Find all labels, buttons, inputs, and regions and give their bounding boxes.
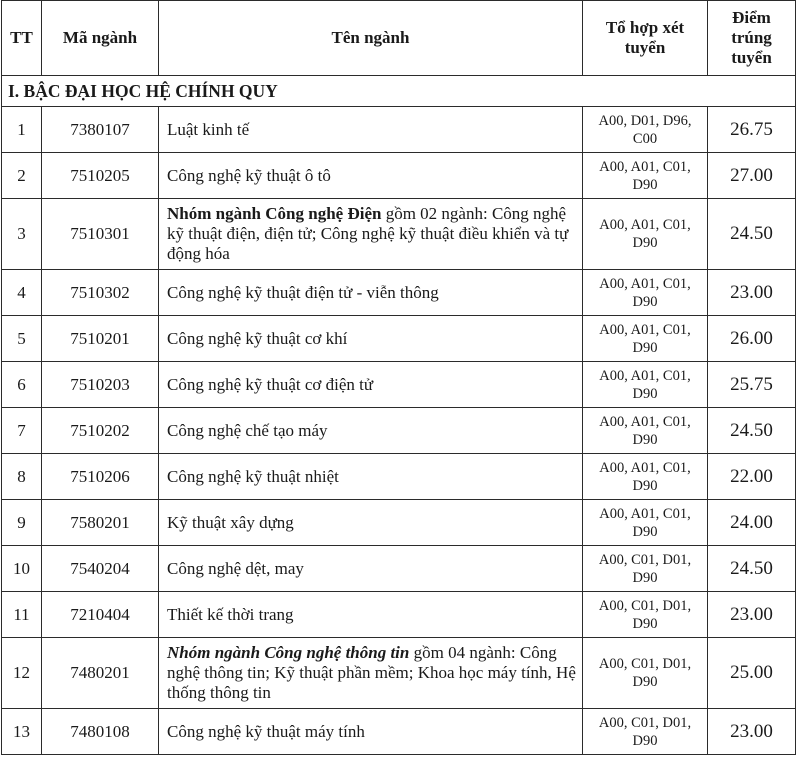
row-tt: 11 [2,592,42,638]
row-name: Công nghệ kỹ thuật ô tô [159,153,583,199]
row-combo: A00, A01, C01, D90 [583,408,708,454]
table-row [2,638,796,709]
row-code: 7210404 [42,592,159,638]
row-combo: A00, A01, C01, D90 [583,199,708,270]
row-combo: A00, A01, C01, D90 [583,500,708,546]
row-tt: 2 [2,153,42,199]
table-row [2,107,796,153]
row-combo: A00, A01, C01, D90 [583,316,708,362]
table-row [2,153,796,199]
row-name [159,199,583,270]
row-score: 23.00 [708,592,796,638]
row-code: 7510302 [42,270,159,316]
row-name: Thiết kế thời trang [159,592,583,638]
row-tt: 13 [2,709,42,755]
row-score: 25.00 [708,638,796,709]
row-score: 26.75 [708,107,796,153]
row-score: 23.00 [708,709,796,755]
row-tt: 3 [2,199,42,270]
row-name [159,638,583,709]
header-row [2,1,796,76]
table-row [2,709,796,755]
row-code: 7510201 [42,316,159,362]
row-combo: A00, D01, D96, C00 [583,107,708,153]
row-name-group-title: Nhóm ngành Công nghệ Điện [167,204,382,223]
table-row [2,316,796,362]
row-tt: 9 [2,500,42,546]
row-score: 26.00 [708,316,796,362]
row-code: 7380107 [42,107,159,153]
row-name: Công nghệ dệt, may [159,546,583,592]
header-tt: TT [2,1,42,76]
header-code: Mã ngành [42,1,159,76]
row-code: 7480108 [42,709,159,755]
row-name: Công nghệ chế tạo máy [159,408,583,454]
row-score: 25.75 [708,362,796,408]
row-tt: 12 [2,638,42,709]
table-row [2,362,796,408]
row-code: 7510202 [42,408,159,454]
row-score: 24.50 [708,408,796,454]
row-score: 23.00 [708,270,796,316]
row-combo: A00, C01, D01, D90 [583,592,708,638]
table-row [2,592,796,638]
row-name: Công nghệ kỹ thuật nhiệt [159,454,583,500]
row-combo: A00, A01, C01, D90 [583,362,708,408]
row-name: Luật kinh tế [159,107,583,153]
row-score: 22.00 [708,454,796,500]
header-combo: Tổ hợp xét tuyển [583,1,708,76]
row-combo: A00, C01, D01, D90 [583,638,708,709]
row-code: 7480201 [42,638,159,709]
row-name: Công nghệ kỹ thuật máy tính [159,709,583,755]
row-tt: 4 [2,270,42,316]
header-name: Tên ngành [159,1,583,76]
row-score: 24.50 [708,546,796,592]
row-combo: A00, C01, D01, D90 [583,546,708,592]
row-combo: A00, A01, C01, D90 [583,454,708,500]
admission-score-table [1,0,796,755]
row-name: Kỹ thuật xây dựng [159,500,583,546]
row-code: 7510301 [42,199,159,270]
row-code: 7540204 [42,546,159,592]
section-row [2,76,796,107]
row-combo: A00, A01, C01, D90 [583,153,708,199]
row-name-description: gồm 04 ngành: Công nghệ thông tin; Kỹ thuật phần mềm; Khoa học máy tính, Hệ thống thông tin [167,643,576,702]
row-tt: 8 [2,454,42,500]
row-tt: 6 [2,362,42,408]
table-row [2,454,796,500]
row-name-description: gồm 02 ngành: Công nghệ kỹ thuật điện, điện tử; Công nghệ kỹ thuật điều khiển và tự động hóa [167,204,569,263]
row-name: Công nghệ kỹ thuật cơ điện tử [159,362,583,408]
table-row [2,199,796,270]
table-row [2,270,796,316]
table-row [2,500,796,546]
header-score: Điểm trúng tuyển [708,1,796,76]
row-name-group-title: Nhóm ngành Công nghệ thông tin [167,643,410,662]
row-name: Công nghệ kỹ thuật điện tử - viễn thông [159,270,583,316]
row-tt: 5 [2,316,42,362]
row-tt: 7 [2,408,42,454]
row-score: 27.00 [708,153,796,199]
row-tt: 10 [2,546,42,592]
row-combo: A00, C01, D01, D90 [583,709,708,755]
table-row [2,408,796,454]
table-row [2,546,796,592]
row-combo: A00, A01, C01, D90 [583,270,708,316]
row-code: 7510203 [42,362,159,408]
row-code: 7510205 [42,153,159,199]
row-tt: 1 [2,107,42,153]
row-score: 24.50 [708,199,796,270]
section-title: I. BẬC ĐẠI HỌC HỆ CHÍNH QUY [2,76,796,107]
row-score: 24.00 [708,500,796,546]
row-code: 7580201 [42,500,159,546]
row-code: 7510206 [42,454,159,500]
row-name: Công nghệ kỹ thuật cơ khí [159,316,583,362]
